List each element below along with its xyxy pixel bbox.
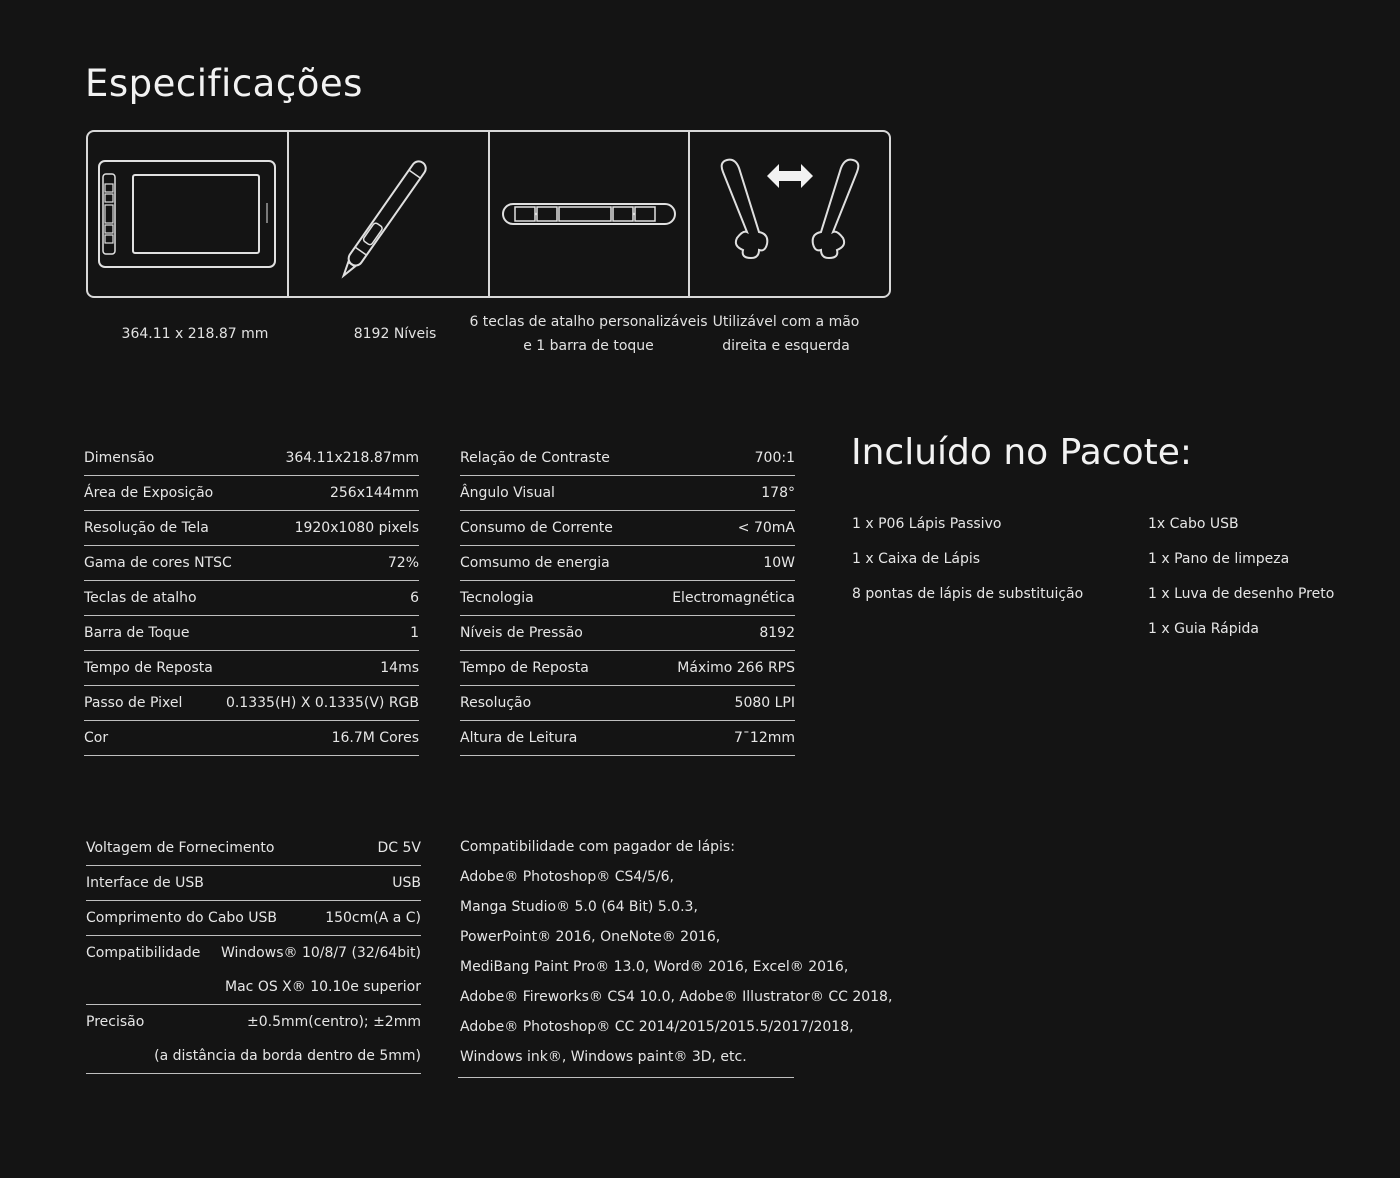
- spec-row: [84, 546, 419, 581]
- spec-value: 6: [410, 590, 419, 606]
- spec-label: Área de Exposição: [84, 485, 214, 501]
- package-list-right: [1148, 507, 1334, 647]
- spec-label: Gama de cores NTSC: [84, 555, 232, 571]
- spec-row: [86, 936, 421, 970]
- package-list-left: [852, 507, 1083, 612]
- spec-label: Passo de Pixel: [84, 695, 183, 711]
- spec-label: Resolução: [460, 695, 532, 711]
- spec-table-technical: [460, 441, 795, 756]
- feature-cell-pen: [289, 132, 490, 296]
- spec-value: 178°: [761, 485, 795, 501]
- spec-value: 700:1: [754, 450, 795, 466]
- spec-row: [86, 1005, 421, 1039]
- spec-label: Tempo de Reposta: [84, 660, 213, 676]
- feature-caption-keys: 6 teclas de atalho personalizáveis e 1 barra de toque: [469, 314, 708, 354]
- spec-row: [86, 866, 421, 901]
- feature-caption-levels: 8192 Níveis: [353, 326, 437, 342]
- spec-value: 364.11x218.87mm: [285, 450, 419, 466]
- compatibility-divider: [458, 1077, 794, 1078]
- spec-value: Máximo 266 RPS: [677, 660, 795, 676]
- pen-icon: [318, 149, 458, 279]
- feature-cell-tablet: [88, 132, 289, 296]
- spec-row-continued: [86, 1039, 421, 1074]
- spec-value: 256x144mm: [329, 485, 419, 501]
- compatibility-line: Manga Studio® 5.0 (64 Bit) 5.0.3,: [460, 899, 698, 915]
- spec-row: [84, 441, 419, 476]
- spec-row: [460, 511, 795, 546]
- compatibility-line: Adobe® Photoshop® CS4/5/6,: [460, 869, 675, 885]
- spec-row-continued: [86, 970, 421, 1005]
- spec-row: [84, 476, 419, 511]
- spec-row: [84, 651, 419, 686]
- spec-row: [84, 686, 419, 721]
- package-item: 1 x Pano de limpeza: [1148, 551, 1290, 567]
- spec-value: 14ms: [380, 660, 419, 676]
- spec-label: Comsumo de energia: [460, 555, 610, 571]
- spec-value: Electromagnética: [672, 590, 795, 606]
- feature-cell-hands: [690, 132, 889, 296]
- package-item: 8 pontas de lápis de substituição: [852, 586, 1084, 602]
- spec-label: Barra de Toque: [84, 625, 190, 641]
- spec-row: [84, 616, 419, 651]
- spec-value: ±0.5mm(centro); ±2mm: [247, 1014, 421, 1030]
- spec-value: Mac OS X® 10.10e superior: [225, 979, 421, 995]
- spec-value: 0.1335(H) X 0.1335(V) RGB: [225, 695, 419, 711]
- spec-label: Resolução de Tela: [84, 520, 209, 536]
- spec-value: (a distância da borda dentro de 5mm): [154, 1048, 421, 1064]
- compatibility-line: MediBang Paint Pro® 13.0, Word® 2016, Excel® 2016,: [460, 959, 849, 975]
- spec-row: [84, 581, 419, 616]
- spec-value: 10W: [763, 555, 795, 571]
- spec-row: [86, 831, 421, 866]
- spec-value: 1: [410, 625, 419, 641]
- spec-label: Precisão: [86, 1014, 145, 1030]
- compatibility-line: Windows ink®, Windows paint® 3D, etc.: [460, 1049, 747, 1065]
- package-title: Incluído no Pacote:: [851, 432, 1193, 473]
- compatibility-line: PowerPoint® 2016, OneNote® 2016,: [460, 929, 721, 945]
- spec-row: [460, 581, 795, 616]
- page-title: Especificações: [85, 62, 363, 105]
- shortcut-keys-icon: [501, 199, 677, 229]
- spec-label: Relação de Contraste: [460, 450, 610, 466]
- spec-table-connectivity: [86, 831, 421, 1074]
- spec-row: [86, 901, 421, 936]
- package-item: 1 x P06 Lápis Passivo: [852, 516, 1002, 532]
- spec-label: Níveis de Pressão: [460, 625, 583, 641]
- spec-label: Interface de USB: [86, 875, 204, 891]
- spec-value: 7¯12mm: [734, 730, 795, 746]
- spec-value: 16.7M Cores: [331, 730, 419, 746]
- spec-value: 72%: [387, 555, 419, 571]
- compatibility-list: [460, 832, 893, 1072]
- spec-value: 8192: [759, 625, 795, 641]
- feature-caption-size: 364.11 x 218.87 mm: [121, 326, 269, 342]
- spec-label: Teclas de atalho: [84, 590, 197, 606]
- compatibility-heading: Compatibilidade com pagador de lápis:: [460, 839, 735, 855]
- package-item: 1 x Guia Rápida: [1148, 621, 1259, 637]
- feature-icons-panel: [86, 130, 891, 298]
- spec-row: [84, 511, 419, 546]
- spec-row: [460, 721, 795, 756]
- spec-label: Voltagem de Fornecimento: [86, 840, 275, 856]
- spec-value: 150cm(A a C): [325, 910, 421, 926]
- feature-cell-shortcut-keys: [490, 132, 691, 296]
- spec-label: Compatibilidade: [86, 945, 201, 961]
- package-item: 1x Cabo USB: [1148, 516, 1239, 532]
- spec-label: Consumo de Corrente: [460, 520, 613, 536]
- left-right-hand-icon: [715, 154, 865, 274]
- spec-value: Windows® 10/8/7 (32/64bit): [221, 945, 421, 961]
- tablet-icon: [97, 158, 277, 270]
- spec-label: Comprimento do Cabo USB: [86, 910, 278, 926]
- spec-label: Tempo de Reposta: [460, 660, 589, 676]
- spec-row: [460, 476, 795, 511]
- spec-value: USB: [392, 875, 421, 891]
- package-item: 1 x Caixa de Lápis: [852, 551, 981, 567]
- spec-label: Ângulo Visual: [460, 485, 555, 501]
- spec-label: Altura de Leitura: [460, 730, 578, 746]
- spec-label: Cor: [84, 730, 109, 746]
- spec-value: DC 5V: [377, 840, 421, 856]
- compatibility-line: Adobe® Photoshop® CC 2014/2015/2015.5/2017/2018,: [460, 1019, 854, 1035]
- spec-label: Tecnologia: [460, 590, 534, 606]
- spec-table-display: [84, 441, 419, 756]
- spec-value: 5080 LPI: [734, 695, 795, 711]
- compatibility-line: Adobe® Fireworks® CS4 10.0, Adobe® Illustrator® CC 2018,: [460, 989, 893, 1005]
- spec-row: [84, 721, 419, 756]
- spec-row: [460, 651, 795, 686]
- spec-row: [460, 441, 795, 476]
- spec-row: [460, 616, 795, 651]
- spec-label: Dimensão: [84, 450, 155, 466]
- spec-row: [460, 686, 795, 721]
- spec-value: < 70mA: [737, 520, 795, 536]
- package-item: 1 x Luva de desenho Preto: [1148, 586, 1335, 602]
- spec-row: [460, 546, 795, 581]
- feature-caption-hands: Utilizável com a mão direita e esquerda: [712, 314, 860, 354]
- spec-value: 1920x1080 pixels: [294, 520, 419, 536]
